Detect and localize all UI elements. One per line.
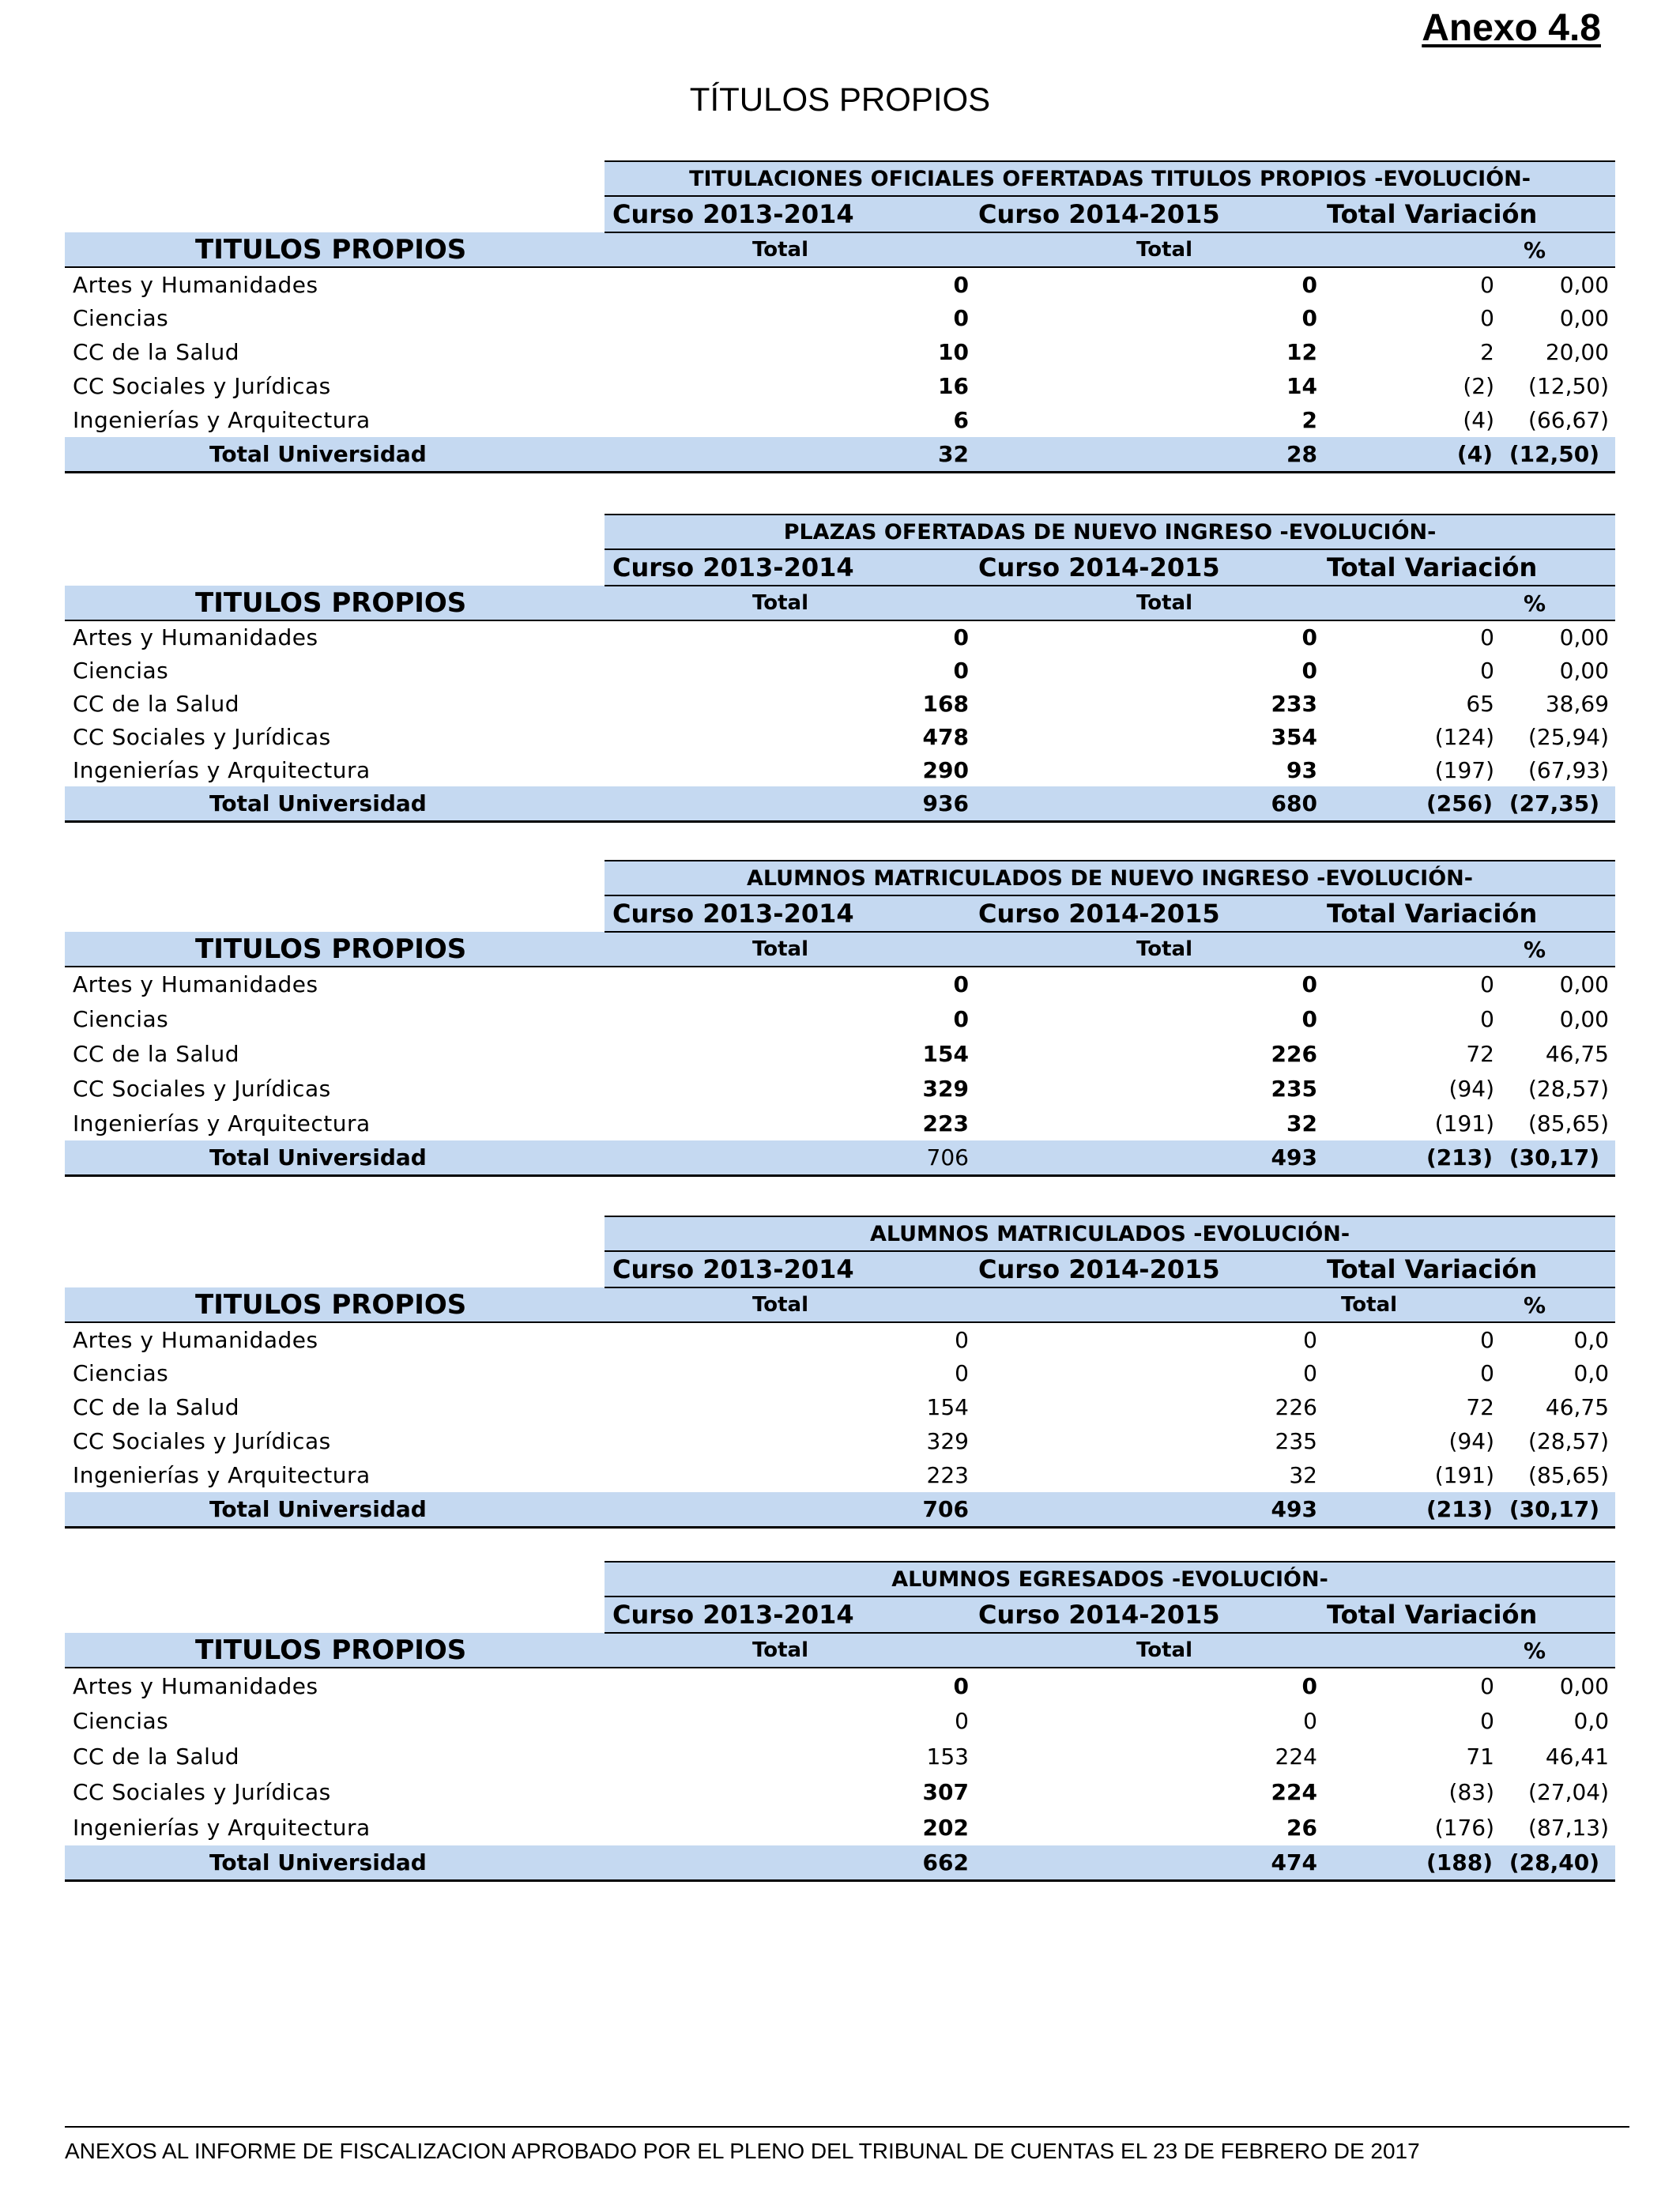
value-2014-2015: 0	[1301, 271, 1317, 298]
total-variation-absolute: (213)	[1327, 1140, 1502, 1175]
value-2013-2014: 329	[926, 1428, 969, 1454]
table-row	[65, 403, 1615, 437]
variation-percent: (28,57)	[1527, 1075, 1609, 1102]
total-2013-2014: 936	[605, 786, 978, 821]
area-name: Ingenierías y Arquitectura	[73, 1815, 371, 1841]
total-variation-percent: (30,17)	[1502, 1492, 1615, 1527]
total-2014-2015: 493	[978, 1492, 1327, 1527]
row-header-label: TITULOS PROPIOS	[65, 586, 605, 620]
total-variation-absolute: (188)	[1327, 1845, 1502, 1880]
total-2013-2014: 706	[605, 1492, 978, 1527]
table-row	[65, 267, 1615, 301]
value-2014-2015: 224	[1271, 1779, 1317, 1805]
course-2014-2015-header: Curso 2014-2015	[978, 1596, 1327, 1633]
area-name: Ingenierías y Arquitectura	[73, 1462, 371, 1488]
empty-cell	[65, 161, 605, 196]
value-2014-2015: 12	[1286, 339, 1317, 365]
percent-header: %	[1502, 1633, 1615, 1668]
section-title-row	[65, 861, 1615, 895]
value-2013-2014: 6	[953, 407, 969, 433]
value-2013-2014: 0	[955, 1708, 969, 1734]
section-title: TITULACIONES OFICIALES OFERTADAS TITULOS PROPIOS -EVOLUCIÓN-	[605, 161, 1615, 196]
value-2013-2014: 0	[953, 1005, 969, 1032]
table-row	[65, 1071, 1615, 1106]
data-table	[65, 1561, 1615, 1882]
variation-absolute: (83)	[1448, 1779, 1494, 1805]
course-2013-2014-header: Curso 2013-2014	[605, 196, 978, 232]
table-row	[65, 753, 1615, 786]
total-universidad-label: Total Universidad	[65, 786, 605, 821]
area-name: Ingenierías y Arquitectura	[73, 756, 371, 783]
value-2013-2014: 0	[953, 971, 969, 997]
table-row	[65, 720, 1615, 753]
value-2013-2014: 153	[926, 1744, 969, 1770]
section-title-row	[65, 1562, 1615, 1596]
total-2014-2015: 680	[978, 786, 1327, 821]
variation-absolute: 71	[1466, 1744, 1494, 1770]
variation-percent: 0,00	[1559, 305, 1610, 331]
total-row	[65, 1845, 1615, 1880]
column-header-row	[65, 1287, 1615, 1322]
section-table-1	[65, 160, 1615, 473]
area-name: CC Sociales y Jurídicas	[73, 1779, 331, 1805]
section-table-2	[65, 514, 1615, 823]
percent-header: %	[1502, 1287, 1615, 1322]
data-table	[65, 160, 1615, 473]
total-2013-2014: 32	[605, 437, 978, 472]
section-title: ALUMNOS EGRESADOS -EVOLUCIÓN-	[605, 1562, 1615, 1596]
section-title-row	[65, 1216, 1615, 1251]
row-header-label: TITULOS PROPIOS	[65, 932, 605, 967]
variation-percent: (28,57)	[1528, 1428, 1610, 1454]
percent-header: %	[1502, 932, 1615, 967]
value-2014-2015: 0	[1301, 305, 1317, 331]
value-2014-2015: 0	[1303, 1360, 1317, 1386]
annex-number: Anexo 4.8	[1422, 7, 1601, 49]
total-variation-percent: (12,50)	[1502, 437, 1615, 472]
table-row	[65, 335, 1615, 369]
area-name: CC Sociales y Jurídicas	[73, 373, 331, 399]
area-name: Ciencias	[73, 305, 169, 331]
table-row	[65, 1001, 1615, 1036]
value-2013-2014: 202	[922, 1815, 969, 1841]
variation-percent: 0,0	[1573, 1326, 1610, 1353]
variation-absolute: 0	[1480, 624, 1494, 650]
data-table	[65, 514, 1615, 823]
total-variation-absolute: (4)	[1327, 437, 1502, 472]
value-2014-2015: 226	[1271, 1040, 1317, 1067]
data-table	[65, 860, 1615, 1177]
value-2014-2015: 233	[1271, 690, 1317, 717]
total-2014-header: Total	[978, 232, 1327, 267]
variation-absolute: 0	[1480, 657, 1494, 684]
table-row	[65, 1322, 1615, 1356]
page-footer: ANEXOS AL INFORME DE FISCALIZACION APROBADO POR EL PLENO DEL TRIBUNAL DE CUENTAS EL 23 DE FEBRERO DE 2017	[65, 2139, 1420, 2163]
variation-absolute: 0	[1480, 305, 1494, 331]
variation-percent: 0,00	[1559, 657, 1610, 684]
empty-cell	[65, 1251, 605, 1287]
value-2014-2015: 14	[1286, 373, 1317, 399]
value-2013-2014: 10	[938, 339, 969, 365]
data-table	[65, 1216, 1615, 1529]
value-2014-2015: 0	[1303, 1326, 1317, 1353]
empty-cell	[1327, 586, 1502, 620]
variation-absolute: 65	[1466, 690, 1494, 717]
total-2013-header: Total	[605, 232, 978, 267]
value-2013-2014: 16	[938, 373, 969, 399]
value-2014-2015: 26	[1286, 1815, 1317, 1841]
value-2013-2014: 154	[926, 1394, 969, 1420]
table-row	[65, 967, 1615, 1001]
variation-absolute: 72	[1466, 1394, 1494, 1420]
value-2013-2014: 154	[922, 1040, 969, 1067]
total-row	[65, 437, 1615, 472]
area-name: Ingenierías y Arquitectura	[73, 407, 371, 433]
column-header-row	[65, 1633, 1615, 1668]
area-name: CC Sociales y Jurídicas	[73, 723, 331, 750]
area-name: Artes y Humanidades	[73, 271, 318, 298]
total-row	[65, 1140, 1615, 1175]
variation-percent: (25,94)	[1528, 723, 1610, 750]
table-row	[65, 654, 1615, 687]
variation-absolute: (94)	[1448, 1428, 1494, 1454]
area-name: Ciencias	[73, 1360, 169, 1386]
value-2014-2015: 226	[1275, 1394, 1317, 1420]
variation-absolute: 0	[1480, 1005, 1494, 1032]
area-name: Artes y Humanidades	[73, 624, 318, 650]
total-universidad-label: Total Universidad	[65, 1845, 605, 1880]
course-header-row	[65, 1596, 1615, 1633]
value-2014-2015: 32	[1289, 1462, 1317, 1488]
value-2014-2015: 235	[1271, 1075, 1317, 1102]
variation-absolute: 0	[1480, 1326, 1494, 1353]
footer-divider	[65, 2126, 1629, 2128]
value-2014-2015: 0	[1303, 1708, 1317, 1734]
variation-absolute: 0	[1480, 1672, 1494, 1699]
empty-cell	[65, 1562, 605, 1596]
row-header-label: TITULOS PROPIOS	[65, 232, 605, 267]
area-name: Ciencias	[73, 657, 169, 684]
section-title: ALUMNOS MATRICULADOS DE NUEVO INGRESO -EVOLUCIÓN-	[605, 861, 1615, 895]
area-name: CC de la Salud	[73, 1040, 239, 1067]
section-table-5	[65, 1561, 1615, 1882]
value-2014-2015: 224	[1275, 1744, 1317, 1770]
section-title-row	[65, 161, 1615, 196]
table-row	[65, 1036, 1615, 1071]
total-2014-2015: 493	[978, 1140, 1327, 1175]
total-variation-percent: (28,40)	[1502, 1845, 1615, 1880]
total-2013-2014: 706	[605, 1140, 978, 1175]
value-2014-2015: 0	[1301, 1672, 1317, 1699]
value-2013-2014: 223	[926, 1462, 969, 1488]
section-table-4	[65, 1216, 1615, 1529]
section-title: PLAZAS OFERTADAS DE NUEVO INGRESO -EVOLUCIÓN-	[605, 515, 1615, 549]
total-universidad-label: Total Universidad	[65, 1492, 605, 1527]
variation-percent: 0,0	[1573, 1360, 1610, 1386]
area-name: Artes y Humanidades	[73, 1326, 318, 1353]
total-variation-sub-header: Total	[1327, 1287, 1502, 1322]
total-row	[65, 786, 1615, 821]
value-2014-2015: 2	[1301, 407, 1317, 433]
area-name: CC de la Salud	[73, 1394, 239, 1420]
column-header-row	[65, 932, 1615, 967]
total-row	[65, 1492, 1615, 1527]
total-2014-header: Total	[978, 932, 1327, 967]
value-2014-2015: 0	[1301, 624, 1317, 650]
table-row	[65, 1458, 1615, 1492]
course-header-row	[65, 1251, 1615, 1287]
total-2013-header: Total	[605, 1287, 978, 1322]
empty-cell	[65, 549, 605, 586]
total-2013-header: Total	[605, 1633, 978, 1668]
course-2014-2015-header: Curso 2014-2015	[978, 1251, 1327, 1287]
variation-percent: (12,50)	[1528, 373, 1610, 399]
variation-percent: (85,65)	[1527, 1110, 1609, 1137]
value-2013-2014: 290	[922, 756, 969, 783]
section-table-3	[65, 860, 1615, 1177]
variation-absolute: (4)	[1463, 407, 1494, 433]
total-2014-header: Total	[978, 1633, 1327, 1668]
total-universidad-label: Total Universidad	[65, 437, 605, 472]
variation-percent: 0,00	[1559, 624, 1610, 650]
table-row	[65, 1739, 1615, 1774]
table-row	[65, 1668, 1615, 1703]
value-2013-2014: 168	[922, 690, 969, 717]
empty-cell	[1327, 1633, 1502, 1668]
variation-absolute: (191)	[1434, 1462, 1494, 1488]
area-name: Artes y Humanidades	[73, 971, 318, 997]
variation-absolute: 0	[1480, 971, 1494, 997]
value-2014-2015: 0	[1301, 971, 1317, 997]
variation-absolute: 0	[1480, 1360, 1494, 1386]
total-2014-header	[978, 1287, 1327, 1322]
variation-percent: 0,00	[1559, 271, 1610, 298]
total-variation-header: Total Variación	[1327, 196, 1615, 232]
row-header-label: TITULOS PROPIOS	[65, 1287, 605, 1322]
area-name: CC de la Salud	[73, 1744, 239, 1770]
total-variation-percent: (27,35)	[1502, 786, 1615, 821]
variation-percent: (27,04)	[1528, 1779, 1610, 1805]
table-row	[65, 687, 1615, 720]
total-2013-header: Total	[605, 932, 978, 967]
value-2013-2014: 0	[953, 271, 969, 298]
value-2013-2014: 0	[955, 1326, 969, 1353]
value-2013-2014: 478	[922, 723, 969, 750]
table-row	[65, 1106, 1615, 1140]
empty-cell	[65, 1596, 605, 1633]
variation-percent: 0,00	[1559, 1005, 1609, 1032]
variation-absolute: (94)	[1448, 1075, 1494, 1102]
row-header-label: TITULOS PROPIOS	[65, 1633, 605, 1668]
variation-percent: 0,0	[1573, 1708, 1610, 1734]
variation-percent: (87,13)	[1528, 1815, 1610, 1841]
value-2013-2014: 0	[953, 657, 969, 684]
empty-cell	[65, 196, 605, 232]
value-2013-2014: 307	[922, 1779, 969, 1805]
area-name: Ciencias	[73, 1708, 169, 1734]
column-header-row	[65, 586, 1615, 620]
value-2013-2014: 0	[953, 305, 969, 331]
page-title: TÍTULOS PROPIOS	[689, 81, 991, 118]
total-variation-header: Total Variación	[1327, 1251, 1615, 1287]
total-variation-percent: (30,17)	[1502, 1140, 1615, 1175]
area-name: Ingenierías y Arquitectura	[73, 1110, 371, 1137]
variation-percent: 46,41	[1545, 1744, 1610, 1770]
column-header-row	[65, 232, 1615, 267]
variation-percent: 0,00	[1559, 1672, 1610, 1699]
table-row	[65, 301, 1615, 335]
variation-absolute: 72	[1466, 1040, 1494, 1067]
value-2014-2015: 0	[1301, 657, 1317, 684]
course-2013-2014-header: Curso 2013-2014	[605, 549, 978, 586]
area-name: CC de la Salud	[73, 690, 239, 717]
course-2014-2015-header: Curso 2014-2015	[978, 196, 1327, 232]
value-2014-2015: 0	[1301, 1005, 1317, 1032]
value-2013-2014: 0	[955, 1360, 969, 1386]
variation-percent: 20,00	[1545, 339, 1610, 365]
total-2014-2015: 28	[978, 437, 1327, 472]
variation-percent: (67,93)	[1528, 756, 1610, 783]
total-2014-header: Total	[978, 586, 1327, 620]
variation-percent: (85,65)	[1528, 1462, 1610, 1488]
value-2013-2014: 329	[922, 1075, 969, 1102]
empty-cell	[65, 515, 605, 549]
area-name: Ciencias	[73, 1005, 169, 1032]
total-universidad-label: Total Universidad	[65, 1140, 605, 1175]
course-header-row	[65, 196, 1615, 232]
variation-percent: (66,67)	[1528, 407, 1610, 433]
variation-absolute: (2)	[1463, 373, 1494, 399]
table-row	[65, 369, 1615, 403]
table-row	[65, 1356, 1615, 1390]
value-2013-2014: 0	[953, 624, 969, 650]
course-2014-2015-header: Curso 2014-2015	[978, 895, 1327, 932]
empty-cell	[65, 861, 605, 895]
course-2013-2014-header: Curso 2013-2014	[605, 895, 978, 932]
variation-absolute: (197)	[1434, 756, 1494, 783]
value-2013-2014: 0	[953, 1672, 969, 1699]
table-row	[65, 1390, 1615, 1424]
value-2014-2015: 32	[1286, 1110, 1317, 1137]
table-row	[65, 1810, 1615, 1845]
course-2014-2015-header: Curso 2014-2015	[978, 549, 1327, 586]
total-variation-absolute: (213)	[1327, 1492, 1502, 1527]
value-2014-2015: 93	[1286, 756, 1317, 783]
course-2013-2014-header: Curso 2013-2014	[605, 1251, 978, 1287]
table-row	[65, 1424, 1615, 1458]
percent-header: %	[1502, 232, 1615, 267]
empty-cell	[1327, 932, 1502, 967]
variation-absolute: (191)	[1434, 1110, 1494, 1137]
value-2013-2014: 223	[922, 1110, 969, 1137]
table-row	[65, 1774, 1615, 1810]
value-2014-2015: 354	[1271, 723, 1317, 750]
course-header-row	[65, 895, 1615, 932]
variation-percent: 46,75	[1545, 1040, 1609, 1067]
area-name: Artes y Humanidades	[73, 1672, 318, 1699]
percent-header: %	[1502, 586, 1615, 620]
table-row	[65, 1703, 1615, 1739]
variation-absolute: 0	[1480, 271, 1494, 298]
area-name: CC de la Salud	[73, 339, 239, 365]
value-2014-2015: 235	[1275, 1428, 1317, 1454]
total-variation-header: Total Variación	[1327, 895, 1615, 932]
area-name: CC Sociales y Jurídicas	[73, 1428, 331, 1454]
course-header-row	[65, 549, 1615, 586]
variation-absolute: (176)	[1434, 1815, 1494, 1841]
total-2014-2015: 474	[978, 1845, 1327, 1880]
table-row	[65, 620, 1615, 654]
total-variation-header: Total Variación	[1327, 1596, 1615, 1633]
total-2013-2014: 662	[605, 1845, 978, 1880]
total-2013-header: Total	[605, 586, 978, 620]
empty-cell	[65, 1216, 605, 1251]
variation-absolute: (124)	[1434, 723, 1494, 750]
variation-percent: 38,69	[1545, 690, 1610, 717]
empty-cell	[65, 895, 605, 932]
course-2013-2014-header: Curso 2013-2014	[605, 1596, 978, 1633]
variation-absolute: 0	[1480, 1708, 1494, 1734]
section-title-row	[65, 515, 1615, 549]
empty-cell	[1327, 232, 1502, 267]
total-variation-absolute: (256)	[1327, 786, 1502, 821]
section-title: ALUMNOS MATRICULADOS -EVOLUCIÓN-	[605, 1216, 1615, 1251]
area-name: CC Sociales y Jurídicas	[73, 1075, 331, 1102]
variation-percent: 0,00	[1559, 971, 1609, 997]
total-variation-header: Total Variación	[1327, 549, 1615, 586]
variation-absolute: 2	[1480, 339, 1494, 365]
variation-percent: 46,75	[1545, 1394, 1610, 1420]
